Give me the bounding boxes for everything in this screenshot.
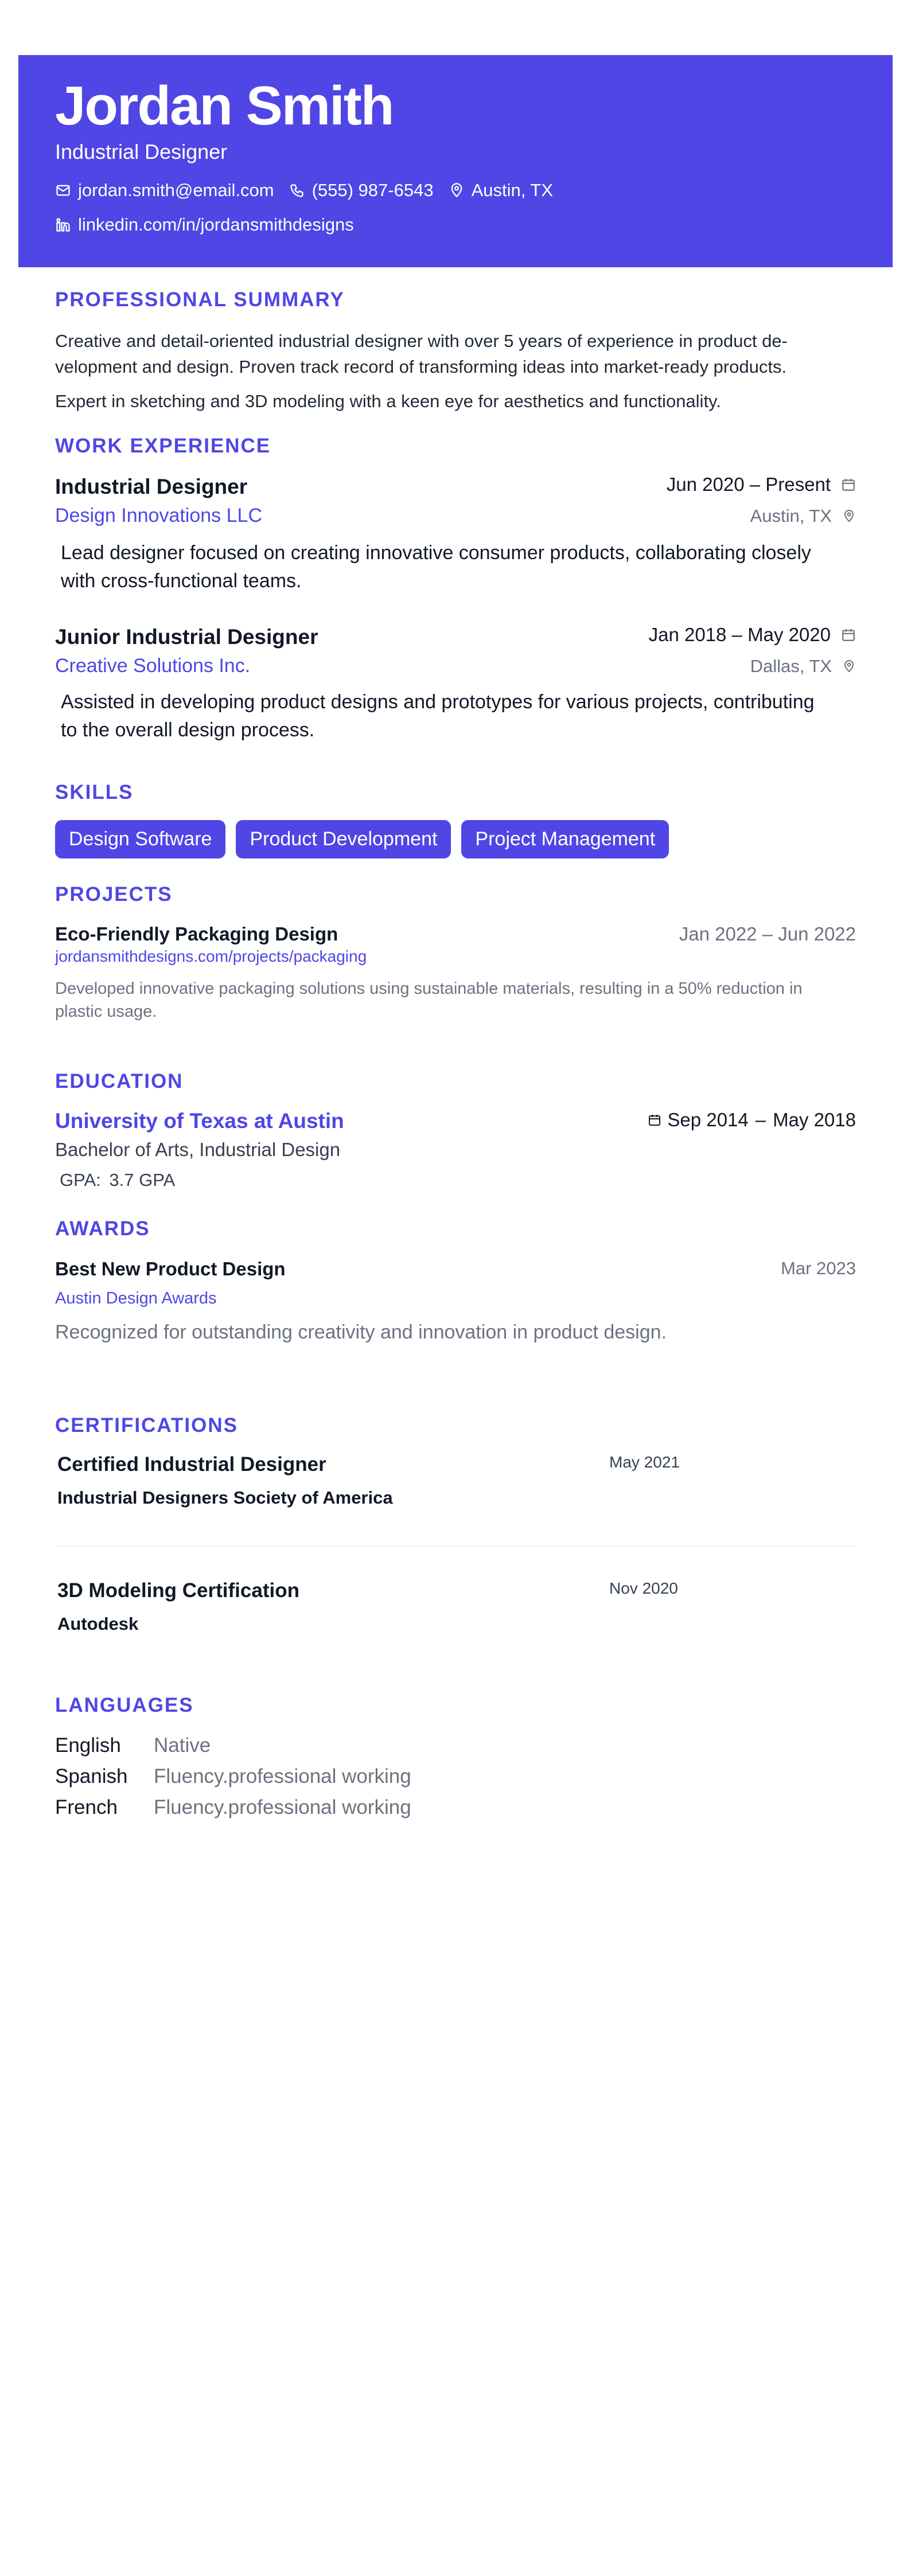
language-level: Fluency.professional working: [154, 1765, 411, 1787]
job-location: [750, 656, 856, 677]
resume-header: [18, 55, 893, 267]
summary-line-1: Creative and detail-oriented industrial designer with over 5 years of experience in product de-: [55, 331, 788, 351]
experience-heading: WORK EXPERIENCE: [55, 435, 271, 457]
candidate-role: Industrial Designer: [55, 140, 228, 163]
summary-line-2: velopment and design. Proven track record of transforming ideas into market-ready products.: [55, 357, 787, 377]
map-pin-icon: [449, 182, 465, 198]
job-dates: [667, 474, 856, 495]
job-title: Industrial Designer: [55, 475, 248, 498]
calendar-icon: [841, 627, 856, 642]
email-contact[interactable]: [55, 180, 274, 201]
certification-issuer: Industrial Designers Society of America: [57, 1488, 393, 1508]
job-description-line-2: to the overall design process.: [61, 719, 315, 741]
linkedin-row[interactable]: [55, 214, 369, 235]
projects-heading: PROJECTS: [55, 883, 173, 905]
job-location-text: Austin, TX: [750, 506, 832, 526]
skill-chip: Project Management: [461, 820, 669, 858]
language-name: English: [55, 1734, 121, 1757]
school-name: University of Texas at Austin: [55, 1109, 344, 1133]
job-description-line-2: with cross-functional teams.: [61, 570, 302, 592]
language-name: Spanish: [55, 1765, 128, 1787]
summary-heading: PROFESSIONAL SUMMARY: [55, 288, 345, 311]
map-pin-icon: [842, 509, 856, 523]
date-separator: –: [755, 1109, 766, 1130]
location-text: Austin, TX: [471, 180, 554, 200]
award-issuer: Austin Design Awards: [55, 1289, 217, 1307]
job-company: Design Innovations LLC: [55, 505, 263, 526]
language-level: Fluency.professional working: [154, 1796, 411, 1818]
project-description-line-2: plastic usage.: [55, 1002, 157, 1021]
job-company: Creative Solutions Inc.: [55, 655, 251, 677]
job-location-text: Dallas, TX: [750, 656, 832, 676]
skills-list: [55, 820, 679, 858]
phone-text: (555) 987-6543: [312, 180, 434, 200]
award-description: Recognized for outstanding creativity and innovation in product design.: [55, 1321, 667, 1343]
linkedin-text: linkedin.com/in/jordansmithdesigns: [78, 214, 354, 235]
email-text: jordan.smith@email.com: [78, 180, 274, 200]
award-date: Mar 2023: [781, 1258, 856, 1278]
gpa-label: GPA:: [60, 1170, 101, 1190]
education-heading: EDUCATION: [55, 1070, 184, 1092]
certification-title: 3D Modeling Certification: [57, 1579, 299, 1602]
map-pin-icon: [842, 659, 856, 673]
gpa: [60, 1170, 175, 1191]
education-end-date: May 2018: [773, 1109, 856, 1130]
calendar-icon: [841, 477, 856, 492]
certification-date: May 2021: [609, 1453, 680, 1471]
summary-line-3: Expert in sketching and 3D modeling with a keen eye for aesthetics and functionality.: [55, 391, 721, 411]
phone-contact[interactable]: [289, 180, 434, 201]
candidate-name: Jordan Smith: [55, 75, 394, 136]
language-name: French: [55, 1796, 118, 1818]
language-row: [55, 1796, 411, 1819]
project-link[interactable]: jordansmithdesigns.com/projects/packaging: [55, 947, 367, 965]
job-dates: [649, 624, 856, 646]
job-title: Junior Industrial Designer: [55, 625, 318, 649]
award-title: Best New Product Design: [55, 1258, 286, 1279]
certification-title: Certified Industrial Designer: [57, 1453, 326, 1476]
contact-row: [55, 180, 568, 201]
language-level: Native: [154, 1734, 211, 1757]
language-row: [55, 1734, 211, 1757]
job-dates-text: Jun 2020 – Present: [666, 474, 831, 495]
certification-divider: [55, 1545, 856, 1547]
degree: Bachelor of Arts, Industrial Design: [55, 1139, 341, 1160]
language-row: [55, 1765, 411, 1788]
mail-icon: [55, 182, 71, 198]
gpa-value: 3.7 GPA: [109, 1170, 176, 1190]
languages-heading: LANGUAGES: [55, 1694, 194, 1716]
job-description-line-1: Assisted in developing product designs and prototypes for various projects, contributing: [61, 691, 815, 713]
skills-heading: SKILLS: [55, 781, 134, 803]
education-start-date: Sep 2014: [667, 1109, 749, 1130]
job-location: [750, 506, 856, 526]
job-dates-text: Jan 2018 – May 2020: [648, 624, 831, 645]
certifications-heading: CERTIFICATIONS: [55, 1414, 239, 1437]
phone-icon: [289, 182, 305, 198]
project-description-line-1: Developed innovative packaging solutions using sustainable materials, resulting in a 50% reduction in: [55, 979, 803, 998]
certification-date: Nov 2020: [609, 1579, 678, 1597]
certification-issuer: Autodesk: [57, 1614, 139, 1634]
project-dates: Jan 2022 – Jun 2022: [679, 923, 856, 944]
awards-heading: AWARDS: [55, 1217, 150, 1240]
project-title: Eco-Friendly Packaging Design: [55, 923, 338, 944]
education-dates: [648, 1109, 856, 1131]
linkedin-contact[interactable]: [55, 214, 354, 235]
skill-chip: Design Software: [55, 820, 225, 858]
linkedin-icon: [55, 217, 71, 233]
calendar-icon: [648, 1113, 661, 1127]
location-contact: [449, 180, 553, 201]
skill-chip: Product Development: [236, 820, 451, 858]
job-description-line-1: Lead designer focused on creating innovative consumer products, collaborating closely: [61, 542, 811, 564]
